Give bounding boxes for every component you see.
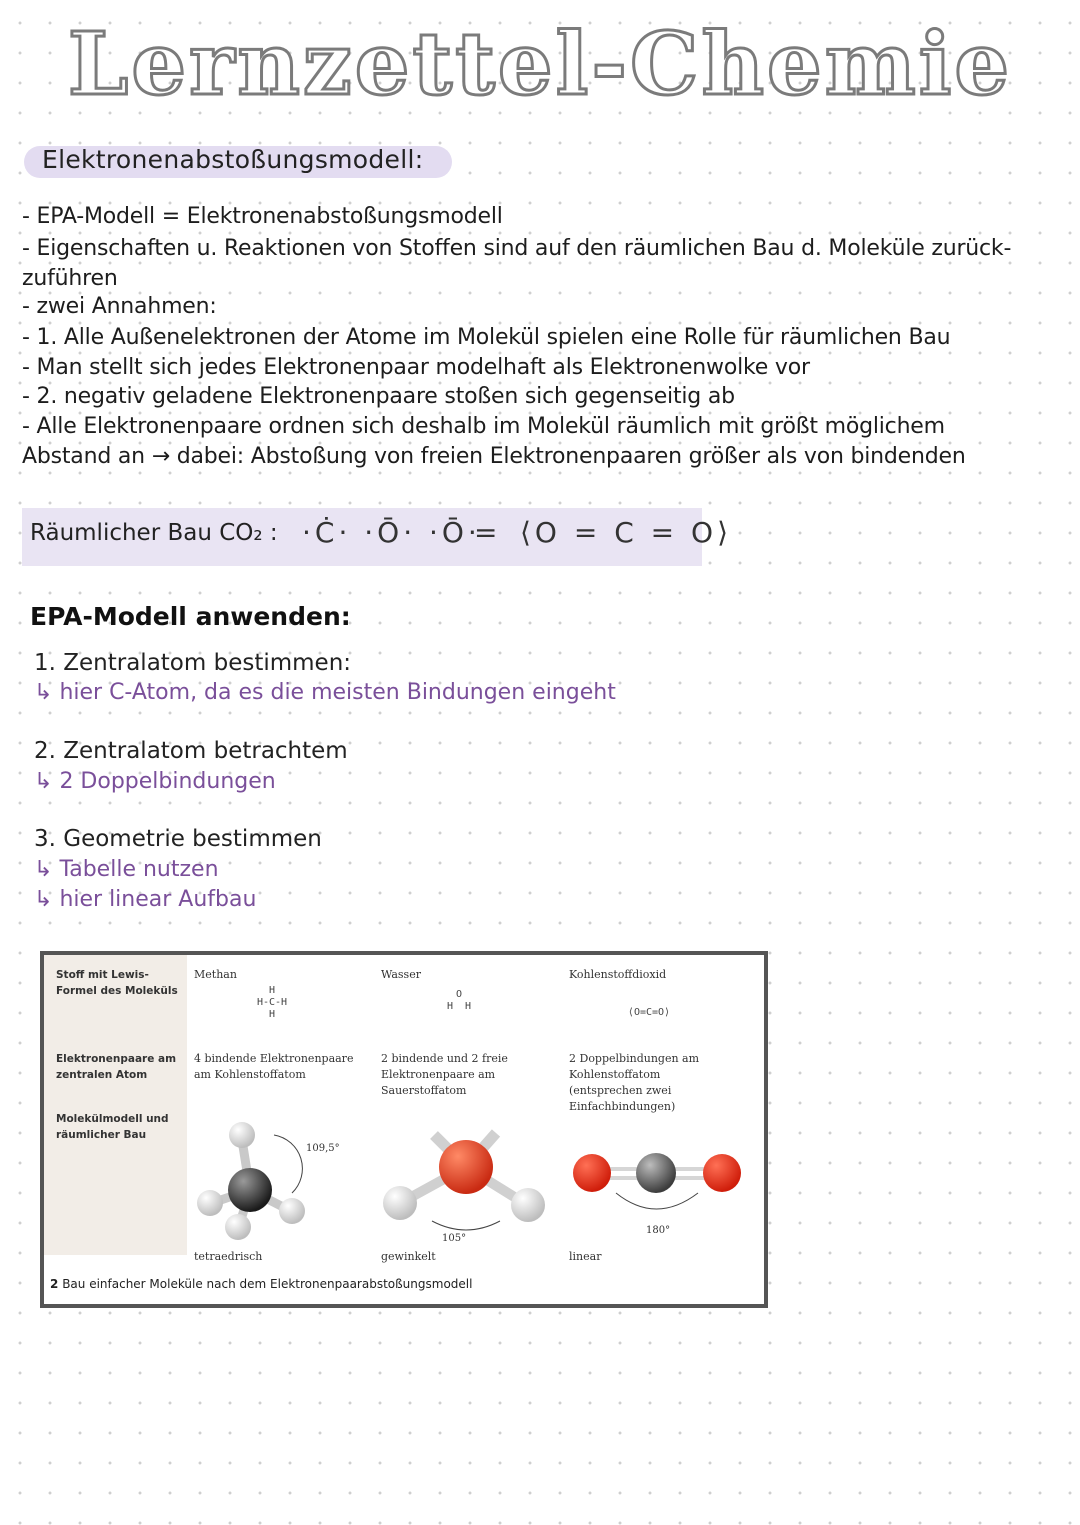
step-note [34, 887, 256, 912]
step-note-text: 2 Doppelbindungen [59, 769, 276, 794]
column-header: Kohlenstoffdioxid [569, 968, 667, 981]
molecule-table [40, 951, 768, 1308]
step-label: 1. Zentralatom bestimmen: [34, 650, 352, 676]
lewis-formula: H H-C-H H [256, 985, 288, 1020]
row-header: Molekülmodell und räumlicher Bau [56, 1113, 169, 1141]
note-line: - Eigenschaften u. Reaktionen von Stoffen sind auf den räumlichen Bau d. Moleküle zurück- [22, 236, 1012, 261]
water-model-image [374, 1105, 554, 1245]
co2-label: Räumlicher Bau CO₂ : [30, 520, 278, 546]
hook-arrow-icon: ↳ [34, 857, 53, 882]
section-heading-text: Elektronenabstoßungsmodell: [42, 145, 424, 174]
epa-heading: EPA-Modell anwenden: [30, 602, 351, 631]
note-line: zuführen [22, 266, 118, 291]
step-label: 2. Zentralatom betrachtem [34, 738, 348, 764]
section-heading [24, 146, 452, 178]
pairs-text: 2 bindende und 2 freie Elektronenpaare am Sauerstoffatom [381, 1052, 508, 1097]
step-note [34, 769, 276, 794]
pairs-text: 2 Doppelbindungen am Kohlenstoffatom (entsprechen zwei Einfachbindungen) [569, 1052, 700, 1113]
hook-arrow-icon: ↳ [34, 769, 53, 794]
shape-label: gewinkelt [381, 1250, 436, 1263]
step-note [34, 680, 616, 705]
note-line: - 2. negativ geladene Elektronenpaare stoßen sich gegenseitig ab [22, 384, 735, 409]
caption-number: 2 [50, 1277, 59, 1291]
row-header: Stoff mit Lewis-Formel des Moleküls [56, 969, 178, 997]
co2-structure-box [22, 508, 732, 566]
co2-equals: = [474, 516, 502, 549]
lewis-formula: ⟨O=C=O⟩ [627, 1007, 671, 1018]
step-note [34, 857, 219, 882]
angle-label: 180° [646, 1225, 671, 1236]
shape-label: tetraedrisch [194, 1250, 263, 1263]
co2-model-image [566, 1125, 756, 1235]
caption-text: Bau einfacher Moleküle nach dem Elektronenpaarabstoßungsmodell [62, 1277, 473, 1291]
step-label: 3. Geometrie bestimmen [34, 826, 322, 852]
shape-label: linear [569, 1250, 602, 1263]
step-note-text: Tabelle nutzen [59, 857, 219, 882]
co2-lewis-structure: ⟨O = C = O⟩ [520, 516, 732, 549]
note-line: - 1. Alle Außenelektronen der Atome im Molekül spielen eine Rolle für räumlichen Bau [22, 325, 951, 350]
angle-label: 109,5° [306, 1143, 340, 1154]
note-line: - Man stellt sich jedes Elektronenpaar modelhaft als Elektronenwolke vor [22, 355, 810, 380]
step-note-text: hier linear Aufbau [59, 887, 257, 912]
hook-arrow-icon: ↳ [34, 680, 53, 705]
row-header: Elektronenpaare am zentralen Atom [56, 1053, 177, 1081]
step-note-text: hier C-Atom, da es die meisten Bindungen eingeht [59, 680, 616, 705]
hook-arrow-icon: ↳ [34, 887, 53, 912]
angle-label: 105° [442, 1233, 467, 1244]
page-title: Lernzettel-Chemie [67, 14, 1013, 115]
pairs-text: 4 bindende Elektronenpaare am Kohlenstoffatom [194, 1052, 354, 1081]
note-line: - Alle Elektronenpaare ordnen sich deshalb im Molekül räumlich mit größt möglichem [22, 414, 945, 439]
lewis-formula: O H H [446, 989, 472, 1012]
table-side-column [44, 955, 187, 1255]
note-line: - zwei Annahmen: [22, 294, 217, 319]
column-header: Methan [194, 968, 237, 981]
table-caption [50, 1277, 472, 1291]
note-line: - EPA-Modell = Elektronenabstoßungsmodell [22, 204, 503, 229]
column-header: Wasser [381, 968, 421, 981]
co2-lewis-atoms: ·Ċ· ·Ō· ·Ō· [302, 516, 481, 549]
note-line: Abstand an → dabei: Abstoßung von freien Elektronenpaaren größer als von bindenden [22, 444, 966, 469]
methane-model-image [192, 1105, 362, 1245]
